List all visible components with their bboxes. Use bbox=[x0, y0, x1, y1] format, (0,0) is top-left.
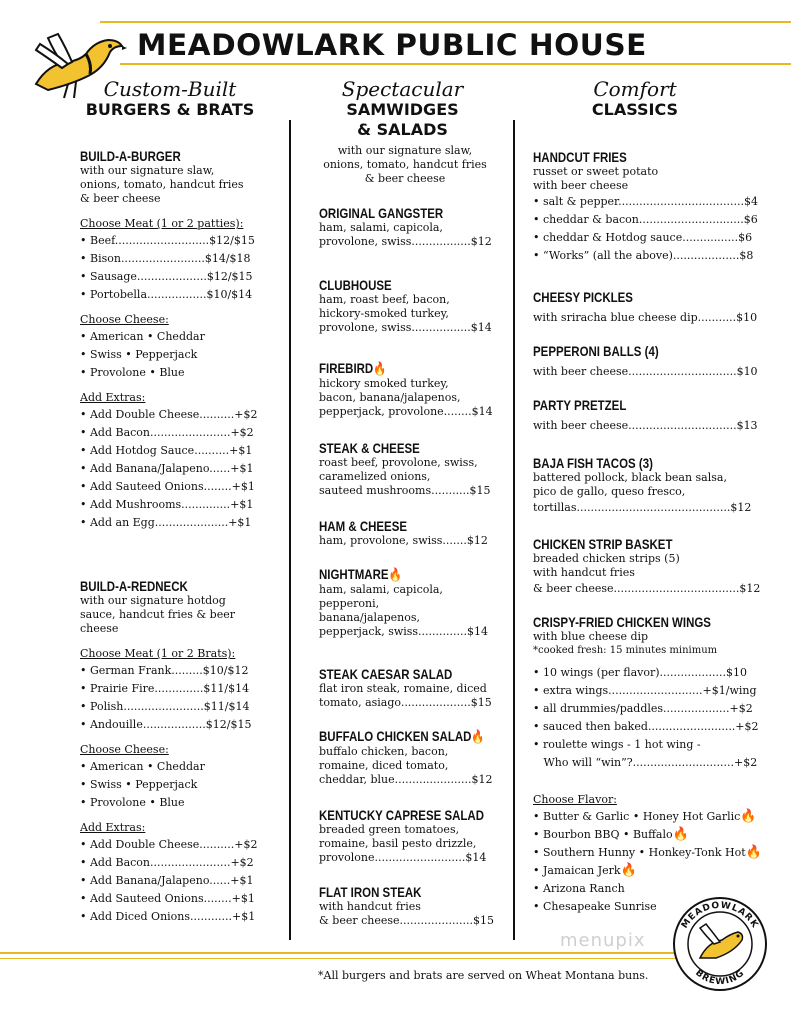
menu-option: • Add Bacon.......................+$2 bbox=[80, 426, 254, 439]
menu-option: • Andouille..................$12/$15 bbox=[80, 718, 252, 731]
item-name: CLUBHOUSE bbox=[319, 277, 392, 293]
item-desc: onions, tomato, handcut fries bbox=[80, 178, 244, 191]
menu-item-steak-caesar bbox=[319, 666, 499, 710]
item-name: ORIGINAL GANGSTER bbox=[319, 205, 444, 221]
flavor-option bbox=[533, 862, 773, 880]
section-desc: with our signature slaw, bbox=[337, 144, 473, 157]
item-desc: provolone, swiss.................$14 bbox=[319, 321, 492, 334]
menu-option: • cheddar & bacon..............................$6 bbox=[533, 213, 758, 226]
menu-item-cheesy-pickles bbox=[533, 289, 763, 327]
item-desc: cheese bbox=[80, 622, 119, 635]
menu-option: • 10 wings (per flavor)...................$10 bbox=[533, 666, 747, 679]
menu-option: • cheddar & Hotdog sauce................$6 bbox=[533, 231, 753, 244]
menu-item-ham-cheese bbox=[319, 518, 499, 548]
menu-option: • Swiss • Pepperjack bbox=[80, 778, 198, 791]
menu-option: • Add Double Cheese..........+$2 bbox=[80, 408, 258, 421]
fire-icon: 🔥 bbox=[740, 809, 757, 824]
item-name: BAJA FISH TACOS (3) bbox=[533, 455, 653, 471]
menu-option: • extra wings...........................+$1/wing bbox=[533, 684, 757, 697]
section-desc: onions, tomato, handcut fries bbox=[323, 158, 487, 171]
item-name: CHEESY PICKLES bbox=[533, 289, 633, 305]
item-desc: caramelized onions, bbox=[319, 470, 431, 483]
col-header-script: Custom-Built bbox=[103, 77, 237, 101]
section-label: Add Extras: bbox=[80, 391, 146, 404]
item-desc: pepperoni, bbox=[319, 597, 380, 610]
item-desc: pepperjack, provolone........$14 bbox=[319, 405, 493, 418]
section-label: Choose Flavor: bbox=[533, 793, 617, 806]
item-desc: with handcut fries bbox=[533, 566, 635, 579]
fire-icon: 🔥 bbox=[672, 827, 689, 842]
left-column bbox=[80, 148, 280, 532]
middle-intro bbox=[305, 144, 505, 186]
menu-option: • Sausage....................$12/$15 bbox=[80, 270, 253, 283]
col-header-caps-2: & SALADS bbox=[357, 120, 448, 139]
menu-option: & beer cheese....................................$12 bbox=[533, 582, 761, 595]
left-column-redneck bbox=[80, 578, 280, 926]
menu-option: tortillas............................................$12 bbox=[533, 501, 752, 514]
section-label: Choose Meat (1 or 2 Brats): bbox=[80, 647, 236, 660]
col-header-classics bbox=[545, 78, 725, 120]
menu-option: • Add an Egg.....................+$1 bbox=[80, 516, 252, 529]
fire-icon: 🔥 bbox=[471, 729, 485, 744]
col-header-samwidges bbox=[305, 78, 500, 140]
menu-option: with sriracha blue cheese dip...........$10 bbox=[533, 311, 758, 324]
fire-icon: 🔥 bbox=[620, 863, 637, 878]
item-name: PARTY PRETZEL bbox=[533, 397, 627, 413]
section-label: Add Extras: bbox=[80, 821, 146, 834]
menu-option: Who will “win”?.............................+$2 bbox=[533, 756, 758, 769]
item-desc: & beer cheese bbox=[80, 192, 161, 205]
menu-option: • Add Bacon.......................+$2 bbox=[80, 856, 254, 869]
item-desc: breaded green tomatoes, bbox=[319, 823, 460, 836]
menu-option: • American • Cheddar bbox=[80, 330, 205, 343]
menu-option: • Polish.......................$11/$14 bbox=[80, 700, 250, 713]
item-desc: & beer cheese.....................$15 bbox=[319, 914, 494, 927]
menu-option: • salt & pepper....................................$4 bbox=[533, 195, 758, 208]
footer-note: *All burgers and brats are served on Wheat Montana buns. bbox=[318, 969, 649, 982]
item-desc: with handcut fries bbox=[319, 900, 421, 913]
item-name bbox=[319, 728, 485, 745]
flavor-option bbox=[533, 808, 773, 826]
section-desc: & beer cheese bbox=[364, 172, 446, 185]
menu-item-clubhouse bbox=[319, 277, 499, 335]
menu-option: • Provolone • Blue bbox=[80, 796, 185, 809]
menu-option: with beer cheese...............................$13 bbox=[533, 419, 758, 432]
menu-item-nightmare bbox=[319, 566, 499, 639]
meadowlark-brewing-logo bbox=[672, 896, 768, 992]
item-desc: provolone, swiss.................$12 bbox=[319, 235, 492, 248]
item-name: KENTUCKY CAPRESE SALAD bbox=[319, 807, 484, 823]
page-title: MEADOWLARK PUBLIC HOUSE bbox=[137, 28, 647, 62]
col-header-caps: CLASSICS bbox=[591, 100, 679, 119]
item-desc: roast beef, provolone, swiss, bbox=[319, 456, 478, 469]
menu-option: • Add Hotdog Sauce..........+$1 bbox=[80, 444, 253, 457]
item-desc: buffalo chicken, bacon, bbox=[319, 745, 449, 758]
item-name bbox=[319, 360, 467, 377]
item-name: BUILD-A-REDNECK bbox=[80, 578, 188, 594]
menu-item-baja-tacos bbox=[533, 455, 763, 517]
menu-option: • roulette wings - 1 hot wing - bbox=[533, 738, 701, 751]
flavor-option bbox=[533, 826, 773, 844]
menu-option: • Add Banana/Jalapeno......+$1 bbox=[80, 874, 254, 887]
col-header-burgers bbox=[70, 78, 270, 120]
fire-icon: 🔥 bbox=[745, 845, 762, 860]
section-label: Choose Cheese: bbox=[80, 743, 169, 756]
menu-option: • “Works” (all the above)...................$8 bbox=[533, 249, 754, 262]
item-desc: with blue cheese dip bbox=[533, 630, 649, 643]
menu-option: with beer cheese...............................$10 bbox=[533, 365, 758, 378]
menu-option: • Bison........................$14/$18 bbox=[80, 252, 251, 265]
menu-item-handcut-fries bbox=[533, 149, 763, 265]
menu-option: • Add Double Cheese..........+$2 bbox=[80, 838, 258, 851]
item-desc: sauce, handcut fries & beer bbox=[80, 608, 235, 621]
col-header-script: Spectacular bbox=[341, 77, 464, 101]
top-rule bbox=[100, 21, 791, 23]
item-desc: tomato, asiago....................$15 bbox=[319, 696, 492, 709]
flavor-option: • Arizona Ranch bbox=[533, 882, 625, 895]
item-desc: bacon, banana/jalapenos, bbox=[319, 391, 461, 404]
item-name: STEAK & CHEESE bbox=[319, 440, 420, 456]
title-rule bbox=[120, 63, 791, 65]
menu-option: • Add Mushrooms..............+$1 bbox=[80, 498, 254, 511]
item-desc: ham, salami, capicola, bbox=[319, 221, 443, 234]
item-note: *cooked fresh: 15 minutes minimum bbox=[533, 645, 718, 656]
menu-option: • Swiss • Pepperjack bbox=[80, 348, 198, 361]
item-name-text: BUFFALO CHICKEN SALAD bbox=[319, 728, 472, 744]
item-desc: sauteed mushrooms...........$15 bbox=[319, 484, 491, 497]
item-desc: banana/jalapenos, bbox=[319, 611, 421, 624]
menu-option: • Add Diced Onions............+$1 bbox=[80, 910, 256, 923]
menu-option: • Portobella.................$10/$14 bbox=[80, 288, 253, 301]
item-name: CRISPY-FRIED CHICKEN WINGS bbox=[533, 614, 711, 630]
item-name: PEPPERONI BALLS (4) bbox=[533, 343, 659, 359]
item-name: STEAK CAESAR SALAD bbox=[319, 666, 453, 682]
menu-option: • American • Cheddar bbox=[80, 760, 205, 773]
flavor-text: • Jamaican Jerk bbox=[533, 864, 621, 877]
menu-item-party-pretzel bbox=[533, 397, 763, 435]
item-desc: pepperjack, swiss..............$14 bbox=[319, 625, 489, 638]
item-name-text: FIREBIRD bbox=[319, 360, 374, 376]
flavor-option: • Chesapeake Sunrise bbox=[533, 900, 657, 913]
item-desc: pico de gallo, queso fresco, bbox=[533, 485, 686, 498]
menu-option: • Beef...........................$12/$15 bbox=[80, 234, 255, 247]
section-label: Choose Meat (1 or 2 patties): bbox=[80, 217, 244, 230]
item-name: CHICKEN STRIP BASKET bbox=[533, 536, 673, 552]
bottom-rule-2 bbox=[0, 958, 680, 959]
fire-icon: 🔥 bbox=[388, 567, 402, 582]
item-desc: russet or sweet potato bbox=[533, 165, 659, 178]
menu-option: • German Frank.........$10/$12 bbox=[80, 664, 249, 677]
item-desc: with beer cheese bbox=[533, 179, 629, 192]
column-divider bbox=[513, 120, 515, 940]
logo-bottom-text: BREWING bbox=[693, 968, 747, 988]
menu-item-chicken-wings bbox=[533, 614, 773, 772]
item-desc: romaine, basil pesto drizzle, bbox=[319, 837, 477, 850]
section-label: Choose Cheese: bbox=[80, 313, 169, 326]
menu-option: • Add Sauteed Onions........+$1 bbox=[80, 892, 255, 905]
fire-icon: 🔥 bbox=[373, 361, 387, 376]
menu-option: • Add Banana/Jalapeno......+$1 bbox=[80, 462, 254, 475]
item-desc: hickory-smoked turkey, bbox=[319, 307, 449, 320]
item-desc: breaded chicken strips (5) bbox=[533, 552, 680, 565]
item-name: HAM & CHEESE bbox=[319, 518, 408, 534]
bottom-rule bbox=[0, 952, 680, 954]
col-header-script: Comfort bbox=[593, 77, 677, 101]
menu-option: • sauced then baked.........................+$2 bbox=[533, 720, 759, 733]
menu-item-pepperoni-balls bbox=[533, 343, 763, 381]
menu-option: • all drummies/paddles...................+$2 bbox=[533, 702, 753, 715]
menu-item-steak-cheese bbox=[319, 440, 499, 498]
menu-item-flat-iron bbox=[319, 884, 499, 928]
menu-item-chicken-strips bbox=[533, 536, 763, 598]
menu-item-firebird bbox=[319, 360, 499, 419]
col-header-caps: BURGERS & BRATS bbox=[85, 100, 255, 119]
item-name: HANDCUT FRIES bbox=[533, 149, 627, 165]
watermark: menupix bbox=[560, 930, 646, 951]
menu-option: • Prairie Fire..............$11/$14 bbox=[80, 682, 250, 695]
flavor-text: • Bourbon BBQ • Buffalo bbox=[533, 828, 673, 841]
flavor-text: • Butter & Garlic • Honey Hot Garlic bbox=[533, 810, 741, 823]
item-name: FLAT IRON STEAK bbox=[319, 884, 422, 900]
item-desc: romaine, diced tomato, bbox=[319, 759, 449, 772]
flavor-option bbox=[533, 844, 773, 862]
menu-option: • Provolone • Blue bbox=[80, 366, 185, 379]
item-desc: with our signature slaw, bbox=[80, 164, 215, 177]
item-desc: ham, provolone, swiss.......$12 bbox=[319, 534, 488, 547]
item-desc: with our signature hotdog bbox=[80, 594, 226, 607]
item-name-text: NIGHTMARE bbox=[319, 566, 389, 582]
column-divider bbox=[289, 120, 291, 940]
flavor-text: • Southern Hunny • Honkey-Tonk Hot bbox=[533, 846, 746, 859]
item-desc: provolone..........................$14 bbox=[319, 851, 487, 864]
menu-item-kentucky-caprese bbox=[319, 807, 499, 865]
menu-item-buffalo-salad bbox=[319, 728, 499, 787]
svg-text:BREWING bbox=[693, 968, 747, 987]
col-header-caps: SAMWIDGES bbox=[346, 100, 459, 119]
item-desc: battered pollock, black bean salsa, bbox=[533, 471, 727, 484]
item-desc: cheddar, blue......................$12 bbox=[319, 773, 493, 786]
menu-item-original-gangster bbox=[319, 205, 499, 249]
item-desc: hickory smoked turkey, bbox=[319, 377, 449, 390]
logo-top-text: MEADOWLARK bbox=[679, 900, 761, 931]
item-desc: flat iron steak, romaine, diced bbox=[319, 682, 487, 695]
item-desc: ham, roast beef, bacon, bbox=[319, 293, 450, 306]
item-desc: ham, salami, capicola, bbox=[319, 583, 443, 596]
menu-option: • Add Sauteed Onions........+$1 bbox=[80, 480, 255, 493]
item-name: BUILD-A-BURGER bbox=[80, 148, 181, 164]
svg-text:MEADOWLARK bbox=[680, 901, 760, 931]
item-name bbox=[319, 566, 467, 583]
